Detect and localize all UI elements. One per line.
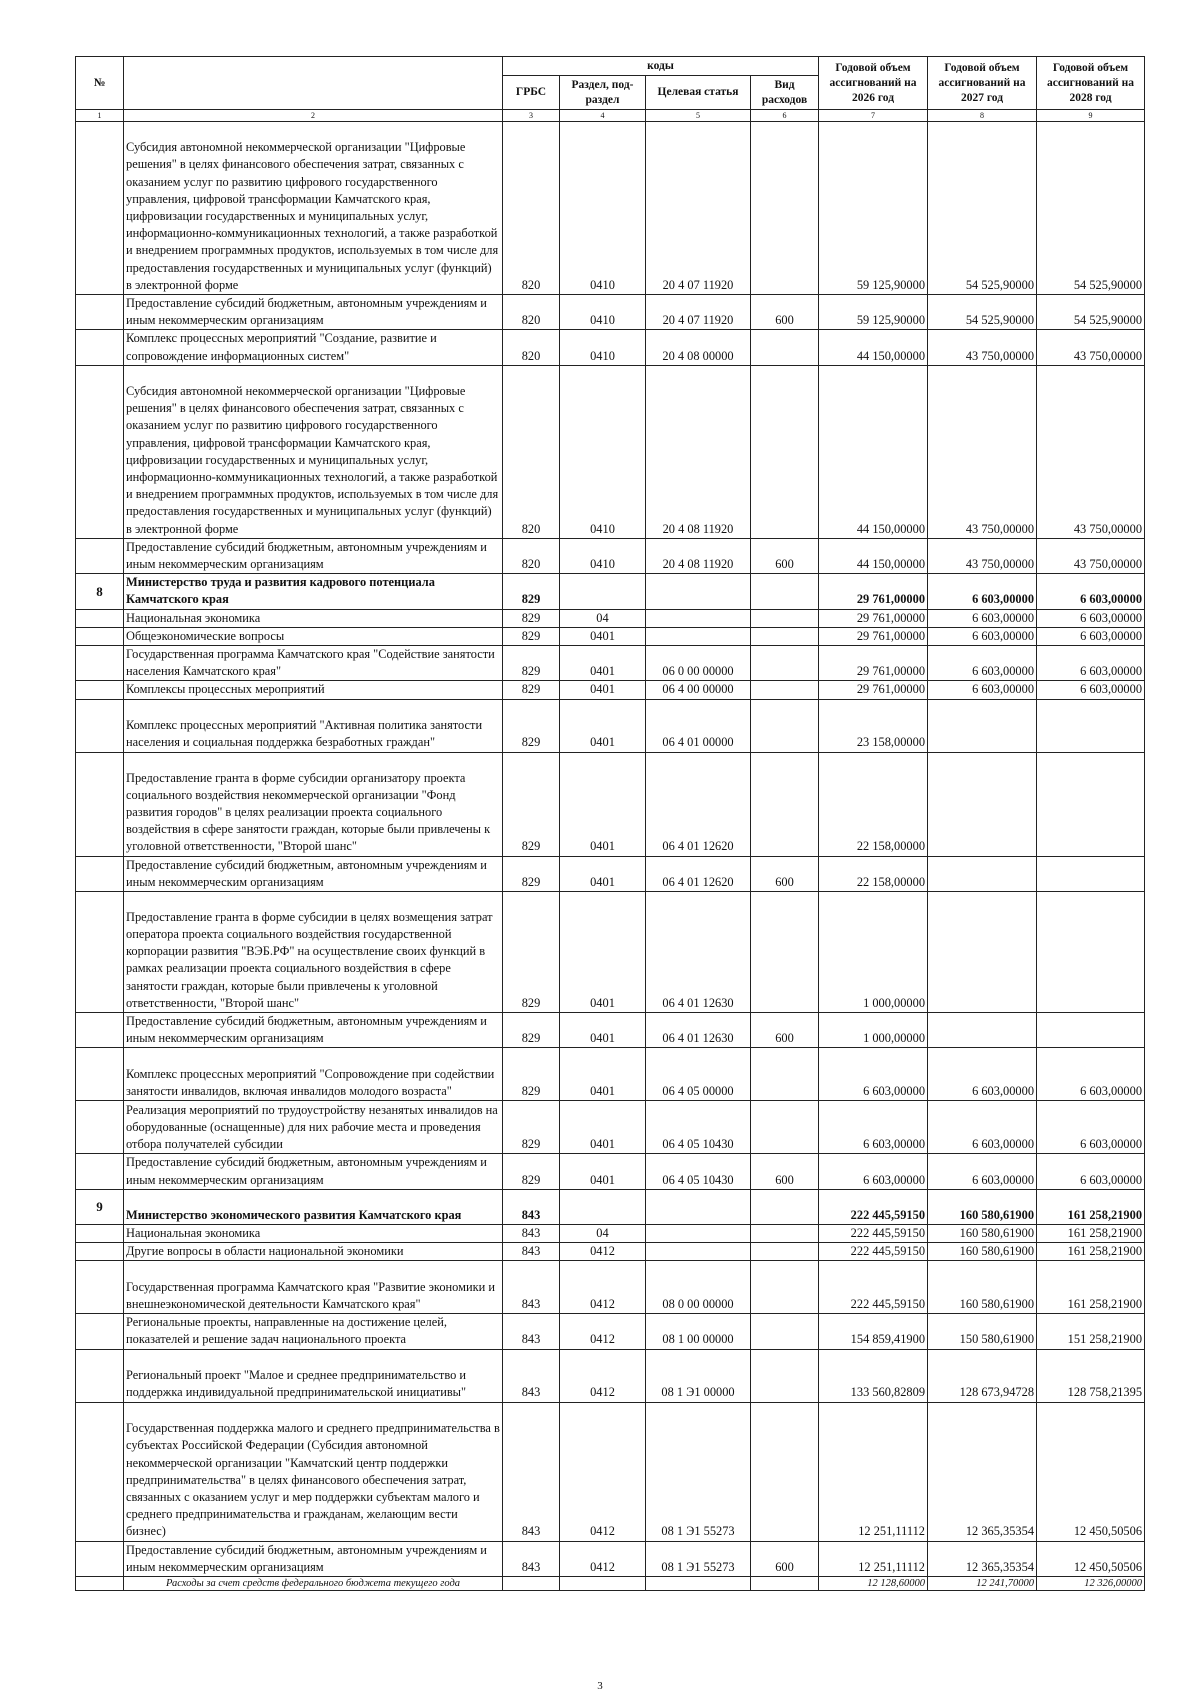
table-body <box>76 122 1145 1591</box>
row-expense-type <box>751 574 819 609</box>
row-grbs: 843 <box>503 1314 560 1349</box>
row-amount-2027: 6 603,00000 <box>928 646 1037 681</box>
row-amount-2027: 160 580,61900 <box>928 1243 1037 1261</box>
row-amount-2026: 59 125,90000 <box>819 122 928 295</box>
row-razdel: 04 <box>560 609 646 627</box>
row-amount-2028 <box>1037 752 1145 856</box>
column-number: 8 <box>928 110 1037 122</box>
row-target-article <box>646 1189 751 1224</box>
row-amount-2026: 29 761,00000 <box>819 646 928 681</box>
row-amount-2027: 43 750,00000 <box>928 365 1037 538</box>
row-target-article: 08 1 00 00000 <box>646 1314 751 1349</box>
column-number: 4 <box>560 110 646 122</box>
row-target-article: 06 4 01 00000 <box>646 699 751 752</box>
row-number <box>76 1541 124 1576</box>
budget-table <box>75 56 1145 1591</box>
row-amount-2028: 43 750,00000 <box>1037 538 1145 573</box>
row-target-article: 08 1 Э1 55273 <box>646 1541 751 1576</box>
row-amount-2027: 6 603,00000 <box>928 681 1037 699</box>
row-number <box>76 365 124 538</box>
row-amount-2026: 59 125,90000 <box>819 295 928 330</box>
row-amount-2027: 160 580,61900 <box>928 1261 1037 1314</box>
row-target-article: 06 4 05 10430 <box>646 1154 751 1189</box>
row-name: Государственная программа Камчатского края "Развитие экономики и внешнеэкономической деятельности Камчатского края" <box>124 1261 503 1314</box>
header-razdel: Раздел, под-раздел <box>560 76 646 110</box>
row-name: Предоставление субсидий бюджетным, автономным учреждениям и иным некоммерческим организациям <box>124 856 503 891</box>
row-amount-2028 <box>1037 699 1145 752</box>
row-target-article: 08 1 Э1 55273 <box>646 1402 751 1541</box>
row-target-article: 08 0 00 00000 <box>646 1261 751 1314</box>
row-amount-2027: 12 365,35354 <box>928 1402 1037 1541</box>
row-amount-2028: 6 603,00000 <box>1037 627 1145 645</box>
table-row <box>76 752 1145 856</box>
row-expense-type <box>751 892 819 1013</box>
row-razdel: 0401 <box>560 892 646 1013</box>
row-amount-2027: 128 673,94728 <box>928 1349 1037 1402</box>
row-expense-type <box>751 752 819 856</box>
row-grbs: 820 <box>503 122 560 295</box>
row-target-article <box>646 627 751 645</box>
row-expense-type <box>751 1048 819 1101</box>
row-grbs: 843 <box>503 1261 560 1314</box>
row-amount-2028: 54 525,90000 <box>1037 122 1145 295</box>
row-expense-type <box>751 1243 819 1261</box>
row-target-article: 20 4 07 11920 <box>646 295 751 330</box>
row-amount-2026: 1 000,00000 <box>819 1013 928 1048</box>
row-number <box>76 1048 124 1101</box>
header-grbs: ГРБС <box>503 76 560 110</box>
row-target-article: 06 0 00 00000 <box>646 646 751 681</box>
row-number <box>76 892 124 1013</box>
row-number <box>76 752 124 856</box>
row-razdel: 0401 <box>560 646 646 681</box>
row-razdel: 0412 <box>560 1402 646 1541</box>
row-target-article: 06 4 01 12620 <box>646 752 751 856</box>
row-grbs: 829 <box>503 752 560 856</box>
row-amount-2028 <box>1037 892 1145 1013</box>
row-name: Комплексы процессных мероприятий <box>124 681 503 699</box>
row-amount-2028: 43 750,00000 <box>1037 365 1145 538</box>
row-amount-2028: 12 450,50506 <box>1037 1402 1145 1541</box>
row-name: Предоставление гранта в форме субсидии в целях возмещения затрат оператора проекта социального воздействия государственной корпорации развития "ВЭБ.РФ" на осуществление своих функций в рамках реализации проекта социального воздействия в сфере занятости граждан, которые были привлечены к уголовной ответственности, "Второй шанс" <box>124 892 503 1013</box>
row-expense-type <box>751 699 819 752</box>
row-expense-type <box>751 646 819 681</box>
row-razdel: 0412 <box>560 1261 646 1314</box>
row-razdel: 0410 <box>560 295 646 330</box>
row-razdel: 0412 <box>560 1243 646 1261</box>
row-amount-2028 <box>1037 856 1145 891</box>
column-number: 1 <box>76 110 124 122</box>
column-number: 6 <box>751 110 819 122</box>
table-row <box>76 627 1145 645</box>
row-razdel: 0410 <box>560 538 646 573</box>
row-amount-2027: 6 603,00000 <box>928 574 1037 609</box>
page-number: 3 <box>597 1680 603 1692</box>
row-name: Общеэкономические вопросы <box>124 627 503 645</box>
row-amount-2026: 29 761,00000 <box>819 627 928 645</box>
row-number <box>76 1402 124 1541</box>
row-grbs: 829 <box>503 699 560 752</box>
column-number: 2 <box>124 110 503 122</box>
row-expense-type <box>751 627 819 645</box>
row-name: Национальная экономика <box>124 1224 503 1242</box>
row-target-article: 06 4 00 00000 <box>646 681 751 699</box>
row-amount-2026: 12 251,11112 <box>819 1402 928 1541</box>
row-grbs: 829 <box>503 1013 560 1048</box>
row-amount-2027 <box>928 892 1037 1013</box>
row-expense-type <box>751 1577 819 1591</box>
row-number <box>76 295 124 330</box>
row-grbs: 820 <box>503 538 560 573</box>
row-expense-type: 600 <box>751 1541 819 1576</box>
row-amount-2026: 22 158,00000 <box>819 752 928 856</box>
row-expense-type <box>751 1314 819 1349</box>
table-row <box>76 1101 1145 1154</box>
row-amount-2026: 1 000,00000 <box>819 892 928 1013</box>
row-grbs: 829 <box>503 1101 560 1154</box>
row-name: Комплекс процессных мероприятий "Активная политика занятости населения и социальная поддержка безработных граждан" <box>124 699 503 752</box>
row-name: Другие вопросы в области национальной экономики <box>124 1243 503 1261</box>
table-row <box>76 1243 1145 1261</box>
header-tsel: Целевая статья <box>646 76 751 110</box>
row-amount-2027: 160 580,61900 <box>928 1189 1037 1224</box>
row-razdel: 0401 <box>560 627 646 645</box>
row-razdel: 0401 <box>560 856 646 891</box>
row-expense-type: 600 <box>751 856 819 891</box>
row-amount-2027: 150 580,61900 <box>928 1314 1037 1349</box>
row-razdel: 04 <box>560 1224 646 1242</box>
row-amount-2027 <box>928 752 1037 856</box>
column-number: 5 <box>646 110 751 122</box>
row-target-article: 06 4 01 12630 <box>646 892 751 1013</box>
row-amount-2026: 23 158,00000 <box>819 699 928 752</box>
row-razdel: 0410 <box>560 365 646 538</box>
row-amount-2028: 128 758,21395 <box>1037 1349 1145 1402</box>
table-row <box>76 681 1145 699</box>
row-razdel: 0412 <box>560 1349 646 1402</box>
row-grbs: 829 <box>503 856 560 891</box>
row-grbs: 820 <box>503 365 560 538</box>
row-amount-2026: 44 150,00000 <box>819 365 928 538</box>
row-expense-type <box>751 365 819 538</box>
row-expense-type <box>751 681 819 699</box>
row-grbs: 843 <box>503 1224 560 1242</box>
row-name: Комплекс процессных мероприятий "Сопровождение при содействии занятости инвалидов, включая инвалидов молодого возраста" <box>124 1048 503 1101</box>
row-number <box>76 1013 124 1048</box>
row-grbs: 843 <box>503 1349 560 1402</box>
table-row <box>76 365 1145 538</box>
row-razdel: 0401 <box>560 1048 646 1101</box>
row-amount-2026: 29 761,00000 <box>819 681 928 699</box>
row-target-article: 20 4 08 11920 <box>646 365 751 538</box>
row-amount-2026: 222 445,59150 <box>819 1224 928 1242</box>
row-grbs <box>503 1577 560 1591</box>
row-amount-2028: 6 603,00000 <box>1037 609 1145 627</box>
row-expense-type: 600 <box>751 1154 819 1189</box>
row-amount-2028: 161 258,21900 <box>1037 1189 1145 1224</box>
row-target-article <box>646 574 751 609</box>
row-amount-2026: 44 150,00000 <box>819 330 928 365</box>
row-name: Государственная поддержка малого и среднего предпринимательства в субъектах Российской Федерации (Субсидия автономной некоммерческой организации "Камчатский центр поддержки предпринимательства" в целях финансового обеспечения затрат, связанных с оказанием услуг и мер поддержки субъектам малого и среднего предпринимательства и гражданам, желающим вести бизнес) <box>124 1402 503 1541</box>
row-razdel: 0410 <box>560 330 646 365</box>
row-name: Субсидия автономной некоммерческой организации "Цифровые решения" в целях финансового обеспечения затрат, связанных с оказанием услуг по развитию цифрового государственного управления, цифровой трансформации Камчатского края, цифровизации государственных и муниципальных услуг, информационно-коммуникационных технологий, а также разработкой и внедрением программных продуктов, используемых в том числе для предоставления государственных и муниципальных услуг (функций) в электронной форме <box>124 365 503 538</box>
row-amount-2027: 54 525,90000 <box>928 295 1037 330</box>
row-expense-type <box>751 609 819 627</box>
table-row <box>76 609 1145 627</box>
row-amount-2027 <box>928 856 1037 891</box>
row-target-article: 06 4 01 12620 <box>646 856 751 891</box>
row-amount-2027: 43 750,00000 <box>928 538 1037 573</box>
row-razdel <box>560 574 646 609</box>
row-name: Предоставление субсидий бюджетным, автономным учреждениям и иным некоммерческим организациям <box>124 538 503 573</box>
row-expense-type <box>751 1101 819 1154</box>
row-amount-2026: 222 445,59150 <box>819 1189 928 1224</box>
row-name: Предоставление гранта в форме субсидии организатору проекта социального воздействия некоммерческой организации "Фонд развития городов" в целях реализации проекта социального воздействия в сфере занятости граждан, которые были привлечены к уголовной ответственности, "Второй шанс" <box>124 752 503 856</box>
row-number <box>76 1224 124 1242</box>
header-codes: коды <box>503 57 819 76</box>
table-row <box>76 1314 1145 1349</box>
table-row <box>76 295 1145 330</box>
row-amount-2028: 6 603,00000 <box>1037 574 1145 609</box>
row-amount-2027 <box>928 1013 1037 1048</box>
row-amount-2027: 6 603,00000 <box>928 627 1037 645</box>
row-expense-type <box>751 330 819 365</box>
row-razdel: 0401 <box>560 1154 646 1189</box>
header-2027: Годовой объем ассигнований на 2027 год <box>928 57 1037 110</box>
row-expense-type <box>751 1402 819 1541</box>
row-grbs: 829 <box>503 892 560 1013</box>
row-amount-2028: 151 258,21900 <box>1037 1314 1145 1349</box>
header-2026: Годовой объем ассигнований на 2026 год <box>819 57 928 110</box>
row-razdel: 0410 <box>560 122 646 295</box>
row-amount-2028: 6 603,00000 <box>1037 1101 1145 1154</box>
row-grbs: 829 <box>503 609 560 627</box>
table-row <box>76 1224 1145 1242</box>
row-amount-2027 <box>928 699 1037 752</box>
header-2028: Годовой объем ассигнований на 2028 год <box>1037 57 1145 110</box>
row-amount-2026: 12 128,60000 <box>819 1577 928 1591</box>
row-expense-type <box>751 122 819 295</box>
row-grbs: 820 <box>503 295 560 330</box>
header-name <box>124 57 503 110</box>
row-razdel: 0412 <box>560 1314 646 1349</box>
row-target-article <box>646 1577 751 1591</box>
row-amount-2026: 6 603,00000 <box>819 1048 928 1101</box>
table-row <box>76 330 1145 365</box>
row-name: Национальная экономика <box>124 609 503 627</box>
row-number <box>76 330 124 365</box>
row-number: 9 <box>76 1189 124 1224</box>
table-row <box>76 1577 1145 1591</box>
row-amount-2027: 6 603,00000 <box>928 1154 1037 1189</box>
row-number <box>76 627 124 645</box>
row-number <box>76 1349 124 1402</box>
row-razdel: 0401 <box>560 1101 646 1154</box>
row-number <box>76 856 124 891</box>
row-expense-type <box>751 1189 819 1224</box>
row-expense-type: 600 <box>751 1013 819 1048</box>
row-razdel: 0412 <box>560 1541 646 1576</box>
row-amount-2028: 6 603,00000 <box>1037 1154 1145 1189</box>
row-number <box>76 1243 124 1261</box>
row-razdel: 0401 <box>560 699 646 752</box>
row-amount-2026: 12 251,11112 <box>819 1541 928 1576</box>
table-row <box>76 1261 1145 1314</box>
row-amount-2028: 12 450,50506 <box>1037 1541 1145 1576</box>
row-number <box>76 681 124 699</box>
row-target-article: 06 4 05 10430 <box>646 1101 751 1154</box>
row-number <box>76 1154 124 1189</box>
row-grbs: 829 <box>503 1154 560 1189</box>
row-grbs: 829 <box>503 1048 560 1101</box>
table-row <box>76 1402 1145 1541</box>
row-amount-2027: 160 580,61900 <box>928 1224 1037 1242</box>
column-number: 3 <box>503 110 560 122</box>
table-row <box>76 892 1145 1013</box>
row-amount-2028: 12 326,00000 <box>1037 1577 1145 1591</box>
row-razdel <box>560 1189 646 1224</box>
row-name: Предоставление субсидий бюджетным, автономным учреждениям и иным некоммерческим организациям <box>124 1154 503 1189</box>
row-amount-2026: 222 445,59150 <box>819 1243 928 1261</box>
row-number <box>76 122 124 295</box>
row-number <box>76 1314 124 1349</box>
row-amount-2028: 6 603,00000 <box>1037 646 1145 681</box>
row-name: Министерство труда и развития кадрового потенциала Камчатского края <box>124 574 503 609</box>
row-number <box>76 646 124 681</box>
row-expense-type: 600 <box>751 538 819 573</box>
row-amount-2028: 161 258,21900 <box>1037 1261 1145 1314</box>
row-number <box>76 1101 124 1154</box>
table-row <box>76 538 1145 573</box>
row-number <box>76 1577 124 1591</box>
row-number <box>76 538 124 573</box>
column-number: 7 <box>819 110 928 122</box>
row-amount-2028 <box>1037 1013 1145 1048</box>
row-expense-type: 600 <box>751 295 819 330</box>
row-amount-2027: 12 365,35354 <box>928 1541 1037 1576</box>
row-amount-2026: 44 150,00000 <box>819 538 928 573</box>
table-row <box>76 1154 1145 1189</box>
row-grbs: 829 <box>503 574 560 609</box>
row-razdel <box>560 1577 646 1591</box>
table-row <box>76 699 1145 752</box>
row-amount-2026: 29 761,00000 <box>819 574 928 609</box>
table-row <box>76 1349 1145 1402</box>
row-amount-2027: 12 241,70000 <box>928 1577 1037 1591</box>
row-grbs: 820 <box>503 330 560 365</box>
row-razdel: 0401 <box>560 681 646 699</box>
row-amount-2028: 6 603,00000 <box>1037 681 1145 699</box>
row-target-article: 06 4 01 12630 <box>646 1013 751 1048</box>
row-amount-2028: 43 750,00000 <box>1037 330 1145 365</box>
row-amount-2028: 161 258,21900 <box>1037 1224 1145 1242</box>
row-number <box>76 609 124 627</box>
row-grbs: 829 <box>503 627 560 645</box>
header-no: № <box>76 57 124 110</box>
row-razdel: 0401 <box>560 752 646 856</box>
row-name: Региональный проект "Малое и среднее предпринимательство и поддержка индивидуальной предпринимательской инициативы" <box>124 1349 503 1402</box>
column-number-row <box>76 110 1145 122</box>
header-vid: Вид расходов <box>751 76 819 110</box>
row-amount-2027: 6 603,00000 <box>928 1101 1037 1154</box>
row-grbs: 829 <box>503 681 560 699</box>
row-grbs: 843 <box>503 1243 560 1261</box>
row-name: Предоставление субсидий бюджетным, автономным учреждениям и иным некоммерческим организациям <box>124 1013 503 1048</box>
table-row <box>76 1013 1145 1048</box>
row-target-article: 06 4 05 00000 <box>646 1048 751 1101</box>
row-target-article: 20 4 08 11920 <box>646 538 751 573</box>
row-amount-2028: 161 258,21900 <box>1037 1243 1145 1261</box>
row-expense-type <box>751 1261 819 1314</box>
row-amount-2026: 6 603,00000 <box>819 1154 928 1189</box>
row-name: Министерство экономического развития Камчатского края <box>124 1189 503 1224</box>
row-name: Субсидия автономной некоммерческой организации "Цифровые решения" в целях финансового обеспечения затрат, связанных с оказанием услуг по развитию цифрового государственного управления, цифровой трансформации Камчатского края, цифровизации государственных и муниципальных услуг, информационно-коммуникационных технологий, а также разработкой и внедрением программных продуктов, используемых в том числе для предоставления государственных и муниципальных услуг (функций) в электронной форме <box>124 122 503 295</box>
row-target-article: 20 4 08 00000 <box>646 330 751 365</box>
table-row <box>76 574 1145 609</box>
row-name: Реализация мероприятий по трудоустройству незанятых инвалидов на оборудованные (оснащенные) для них рабочие места и проведения отбора получателей субсидии <box>124 1101 503 1154</box>
row-amount-2026: 29 761,00000 <box>819 609 928 627</box>
row-amount-2027: 54 525,90000 <box>928 122 1037 295</box>
row-amount-2026: 133 560,82809 <box>819 1349 928 1402</box>
row-name: Государственная программа Камчатского края "Содействие занятости населения Камчатского края" <box>124 646 503 681</box>
row-number <box>76 699 124 752</box>
row-grbs: 829 <box>503 646 560 681</box>
row-expense-type <box>751 1349 819 1402</box>
row-amount-2026: 22 158,00000 <box>819 856 928 891</box>
table-row <box>76 122 1145 295</box>
row-target-article <box>646 1224 751 1242</box>
row-amount-2026: 222 445,59150 <box>819 1261 928 1314</box>
row-target-article: 20 4 07 11920 <box>646 122 751 295</box>
row-target-article <box>646 1243 751 1261</box>
table-row <box>76 646 1145 681</box>
row-amount-2026: 154 859,41900 <box>819 1314 928 1349</box>
column-number: 9 <box>1037 110 1145 122</box>
row-number <box>76 1261 124 1314</box>
row-name: Региональные проекты, направленные на достижение целей, показателей и решение задач национального проекта <box>124 1314 503 1349</box>
row-amount-2028: 54 525,90000 <box>1037 295 1145 330</box>
row-amount-2028: 6 603,00000 <box>1037 1048 1145 1101</box>
row-target-article: 08 1 Э1 00000 <box>646 1349 751 1402</box>
row-number: 8 <box>76 574 124 609</box>
table-row <box>76 1048 1145 1101</box>
row-grbs: 843 <box>503 1541 560 1576</box>
table-row <box>76 1189 1145 1224</box>
row-name: Расходы за счет средств федерального бюджета текущего года <box>124 1577 503 1591</box>
row-target-article <box>646 609 751 627</box>
row-razdel: 0401 <box>560 1013 646 1048</box>
row-grbs: 843 <box>503 1402 560 1541</box>
table-row <box>76 856 1145 891</box>
row-amount-2027: 6 603,00000 <box>928 1048 1037 1101</box>
row-amount-2026: 6 603,00000 <box>819 1101 928 1154</box>
row-expense-type <box>751 1224 819 1242</box>
table-row <box>76 1541 1145 1576</box>
row-amount-2027: 43 750,00000 <box>928 330 1037 365</box>
row-name: Предоставление субсидий бюджетным, автономным учреждениям и иным некоммерческим организациям <box>124 1541 503 1576</box>
row-grbs: 843 <box>503 1189 560 1224</box>
row-amount-2027: 6 603,00000 <box>928 609 1037 627</box>
row-name: Предоставление субсидий бюджетным, автономным учреждениям и иным некоммерческим организациям <box>124 295 503 330</box>
row-name: Комплекс процессных мероприятий "Создание, развитие и сопровождение информационных систем" <box>124 330 503 365</box>
